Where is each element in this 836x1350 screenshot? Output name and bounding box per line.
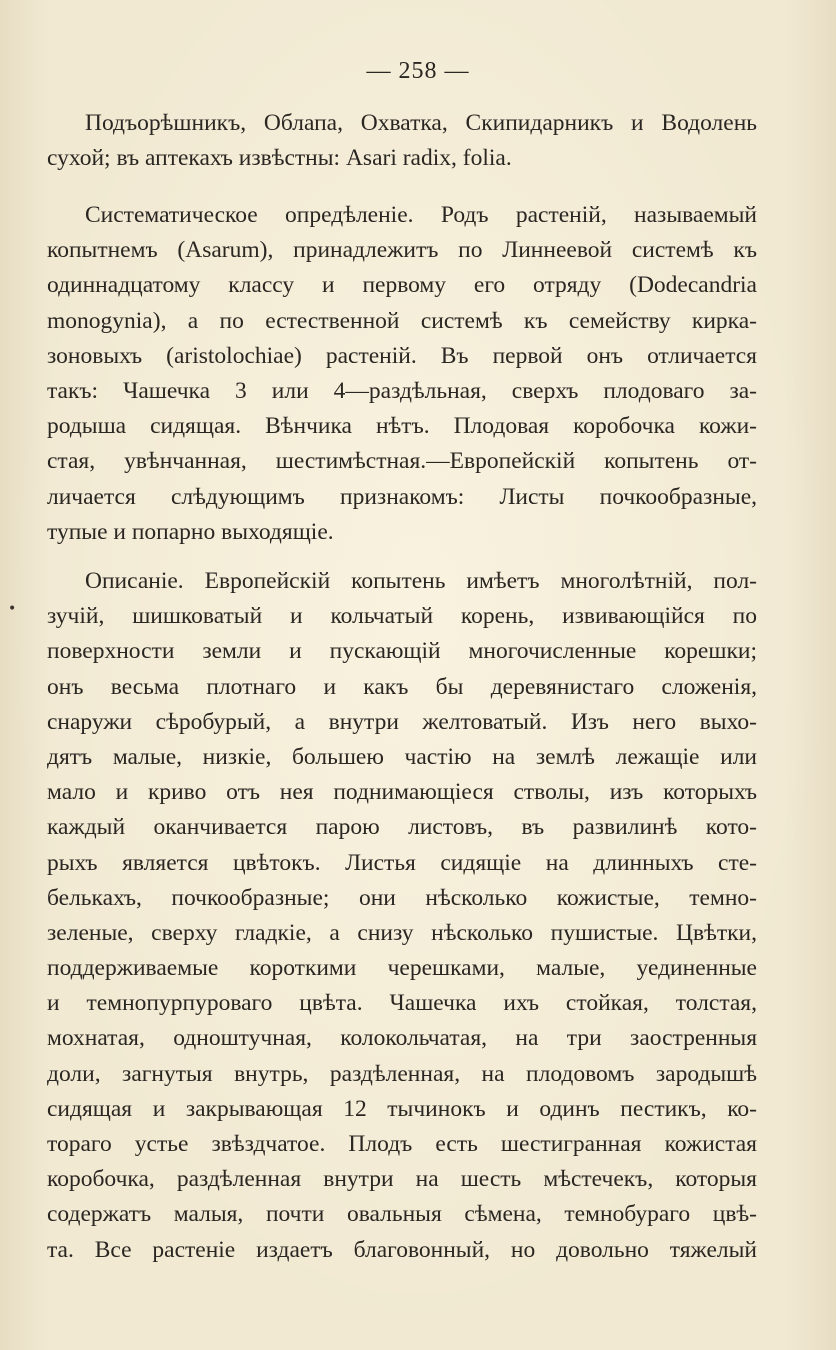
text-line: белькахъ, почкообразные; они нѣсколько кожистые, темно-: [47, 884, 757, 911]
text-line: личается слѣдующимъ признакомъ: Листы почкообразные,: [47, 483, 757, 510]
text-line: родыша сидящая. Вѣнчика нѣтъ. Плодовая коробочка кожи-: [47, 413, 757, 440]
text-line: мало и криво отъ нея поднимающіеся стволы, изъ которыхъ: [47, 779, 757, 806]
text-line: копытнемъ (Asarum), принадлежитъ по Линнеевой системѣ къ: [47, 237, 757, 264]
text-line: зучій, шишковатый и кольчатый корень, извивающійся по: [47, 603, 757, 630]
text-line: поверхности земли и пускающій многочисленные корешки;: [47, 638, 757, 665]
text-line: поддерживаемые короткими черешками, малые, уединенные: [47, 955, 757, 982]
text-line: Описаніе. Европейскій копытень имѣетъ многолѣтній, пол-: [85, 568, 757, 594]
text-line: тупые и попарно выходящіе.: [47, 518, 334, 545]
text-line: и темнопурпуроваго цвѣта. Чашечка ихъ стойкая, толстая,: [47, 990, 757, 1017]
text-line: зоновыхъ (aristolochiae) растеній. Въ первой онъ отличается: [47, 342, 757, 369]
text-line: сухой; въ аптекахъ извѣстны: Asari radix, folia.: [47, 145, 512, 172]
text-line: содержатъ малыя, почти овальныя сѣмена, темнобураго цвѣ-: [47, 1201, 757, 1228]
margin-dot: •: [8, 601, 17, 617]
text-line: зеленые, сверху гладкіе, а снизу нѣсколько пушистые. Цвѣтки,: [47, 919, 757, 946]
text-line: monogynia), а по естественной системѣ къ семейству кирка-: [47, 307, 757, 334]
text-line: стая, увѣнчанная, шестимѣстная.—Европейскій копытень от-: [47, 448, 757, 475]
text-line: одиннадцатому классу и первому его отряду (Dodecandria: [47, 272, 757, 299]
text-line: тораго устье звѣздчатое. Плодъ есть шестигранная кожистая: [47, 1131, 757, 1157]
text-line: каждый оканчивается парою листовъ, въ развилинѣ кото-: [47, 814, 757, 841]
paragraph-systematic: [47, 198, 757, 550]
text-line: коробочка, раздѣленная внутри на шесть мѣстечекъ, которыя: [47, 1166, 757, 1193]
text-line: онъ весьма плотнаго и какъ бы деревянистаго сложенія,: [47, 673, 757, 700]
text-line: дятъ малые, низкіе, большею частію на землѣ лежащіе или: [47, 743, 757, 770]
text-line: мохнатая, одноштучная, колокольчатая, на три заостренныя: [47, 1025, 757, 1052]
paragraph-intro: [47, 106, 757, 176]
page-number: — 258 —: [366, 58, 470, 84]
text-line: Подъорѣшникъ, Облапа, Охватка, Скипидарникъ и Водолень: [85, 110, 757, 136]
text-line: доли, загнутыя внутрь, раздѣленная, на плодовомъ зародышѣ: [47, 1060, 757, 1087]
text-line: рыхъ является цвѣтокъ. Листья сидящіе на длинныхъ сте-: [47, 849, 757, 876]
text-line: Систематическое опредѣленіе. Родъ растеній, называемый: [85, 202, 757, 228]
text-line: та. Все растеніе издаетъ благовонный, но довольно тяжелый: [47, 1236, 757, 1263]
paragraph-description: [47, 564, 757, 1268]
text-line: сидящая и закрывающая 12 тычинокъ и одинъ пестикъ, ко-: [47, 1095, 757, 1122]
text-line: снаружи сѣробурый, а внутри желтоватый. Изъ него выхо-: [47, 708, 757, 735]
text-line: такъ: Чашечка 3 или 4—раздѣльная, сверхъ плодоваго за-: [47, 377, 757, 404]
